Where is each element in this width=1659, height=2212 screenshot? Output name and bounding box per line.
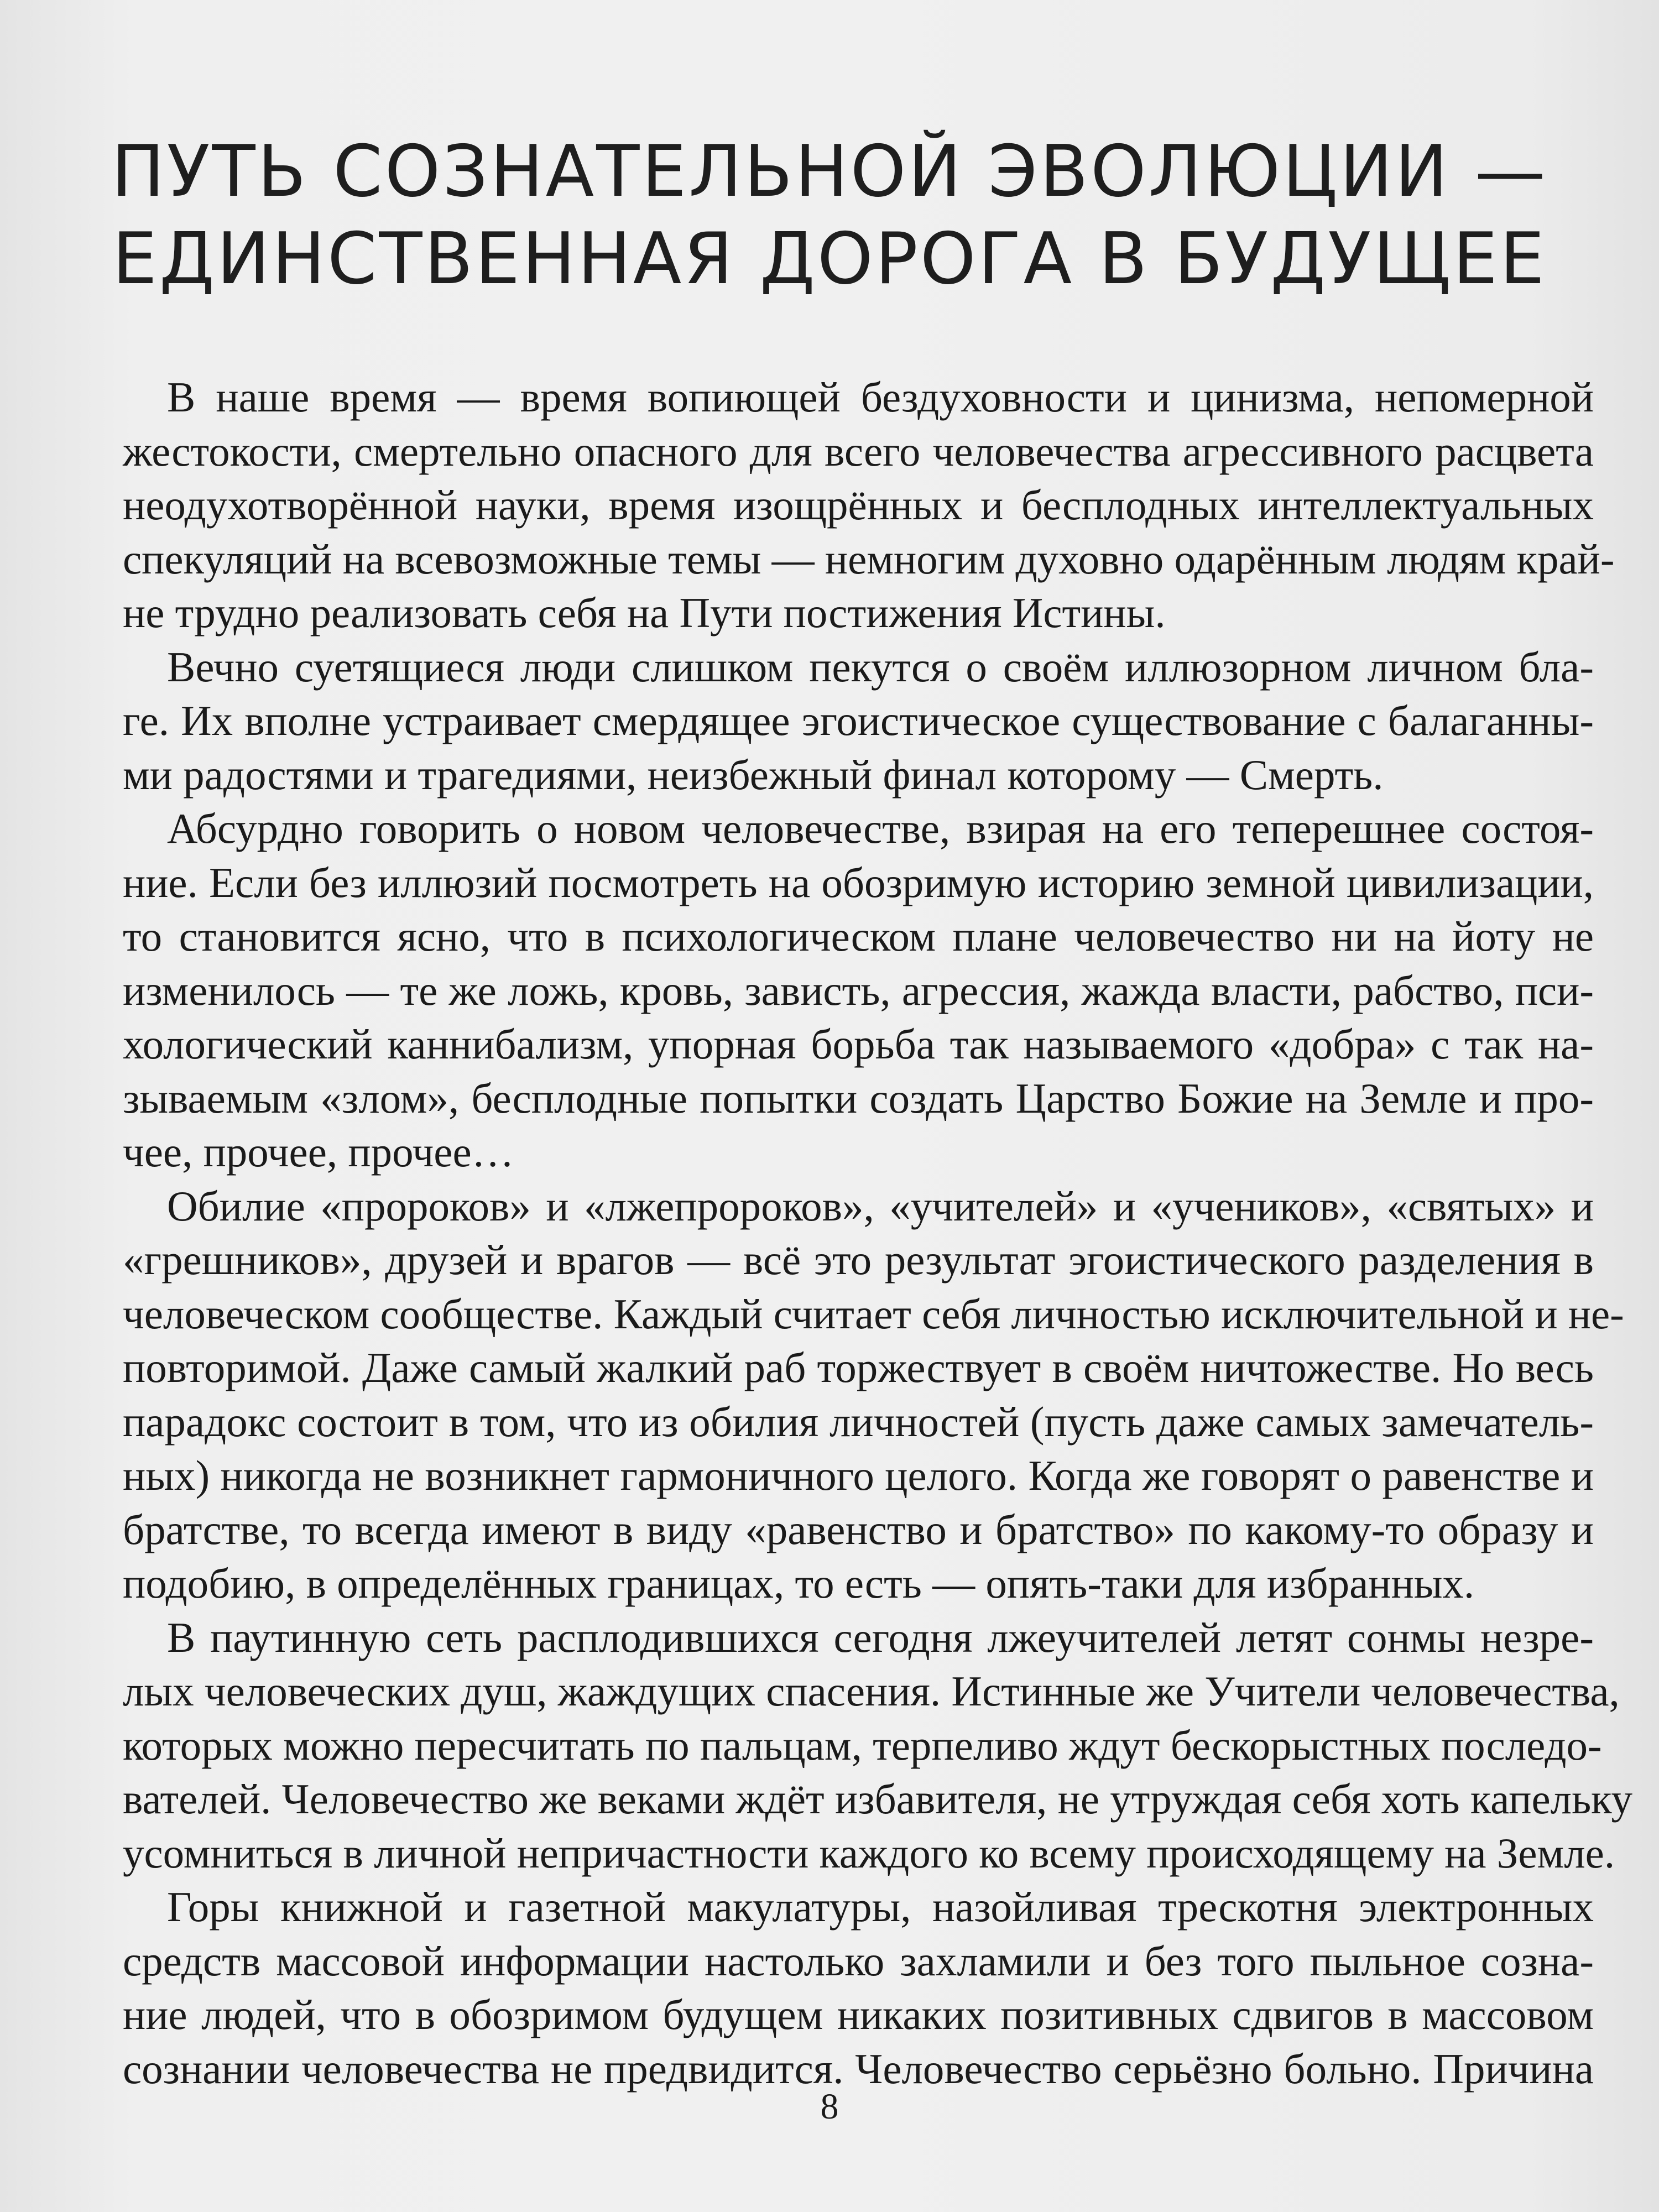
text-line: В наше время — время вопиющей бездуховности и цинизма, непомерной — [167, 373, 1594, 421]
text-line: неодухотворённой науки, время изощрённых и бесплодных интеллектуальных — [123, 481, 1594, 529]
text-line: ние людей, что в обозримом будущем никаких позитивных сдвигов в массовом — [123, 1991, 1594, 2038]
text-line: повторимой. Даже самый жалкий раб торжествует в своём ничтожестве. Но весь — [123, 1344, 1594, 1391]
text-line: которых можно пересчитать по пальцам, терпеливо ждут бескорыстных последо- — [123, 1721, 1602, 1769]
text-line: чее, прочее, прочее… — [123, 1128, 514, 1176]
text-line: ние. Если без иллюзий посмотреть на обозримую историю земной цивилизации, — [123, 858, 1594, 906]
text-line: средств массовой информации настолько захламили и без того пыльное созна- — [123, 1937, 1594, 1985]
chapter-title — [66, 128, 1593, 303]
paragraph — [123, 640, 1594, 802]
text-line: Обилие «пророков» и «лжепророков», «учителей» и «учеников», «святых» и — [167, 1182, 1594, 1230]
text-line: вателей. Человечество же веками ждёт избавителя, не утруждая себя хоть капельку — [123, 1775, 1633, 1823]
text-line: В паутинную сеть расплодившихся сегодня лжеучителей летят сонмы незре- — [167, 1613, 1594, 1661]
text-line: жестокости, смертельно опасного для всего человечества агрессивного расцвета — [123, 427, 1594, 475]
text-line: человеческом сообществе. Каждый считает себя личностью исключительной и не- — [123, 1290, 1624, 1338]
paragraph — [123, 371, 1615, 640]
text-line: лых человеческих душ, жаждущих спасения. Истинные же Учители человечества, — [123, 1667, 1620, 1715]
text-line: Абсурдно говорить о новом человечестве, взирая на его теперешнее состоя- — [167, 805, 1594, 852]
paragraph — [123, 1611, 1633, 1881]
text-line: ге. Их вполне устраивает смердящее эгоистическое существование с балаганны- — [123, 697, 1594, 744]
text-line: подобию, в определённых границах, то есть — опять-таки для избранных. — [123, 1559, 1475, 1607]
chapter-title-line-1: ПУТЬ СОЗНАТЕЛЬНОЙ ЭВОЛЮЦИИ — — [111, 131, 1548, 213]
text-line: ных) никогда не возникнет гармоничного целого. Когда же говорят о равенстве и — [123, 1452, 1594, 1499]
text-line: усомниться в личной непричастности каждого ко всему происходящему на Земле. — [123, 1829, 1615, 1877]
paragraph — [123, 1180, 1624, 1611]
body-text — [123, 371, 1633, 2096]
text-line: не трудно реализовать себя на Пути постижения Истины. — [123, 589, 1166, 637]
text-line: братстве, то всегда имеют в виду «равенство и братство» по какому-то образу и — [123, 1505, 1594, 1553]
paragraph — [123, 1880, 1594, 2096]
text-line: зываемым «злом», бесплодные попытки создать Царство Божие на Земле и про- — [123, 1074, 1594, 1122]
paragraph — [123, 802, 1594, 1180]
text-line: сознании человечества не предвидится. Человечество серьёзно больно. Причина — [123, 2044, 1594, 2093]
text-line: Вечно суетящиеся люди слишком пекутся о своём иллюзорном личном бла- — [167, 643, 1594, 691]
text-line: то становится ясно, что в психологическом плане человечество ни на йоту не — [123, 912, 1594, 960]
text-line: изменилось — те же ложь, кровь, зависть, агрессия, жажда власти, рабство, пси- — [123, 966, 1594, 1014]
text-line: парадокс состоит в том, что из обилия личностей (пусть даже самых замечатель- — [123, 1397, 1594, 1446]
chapter-title-line-2: ЕДИНСТВЕННАЯ ДОРОГА В БУДУЩЕЕ — [112, 218, 1547, 300]
page-number: 8 — [820, 2086, 839, 2127]
text-line: спекуляций на всевозможные темы — немногим духовно одарённым людям край- — [123, 535, 1615, 583]
text-line: Горы книжной и газетной макулатуры, назойливая трескотня электронных — [167, 1883, 1594, 1931]
text-line: ми радостями и трагедиями, неизбежный финал которому — Смерть. — [123, 750, 1384, 799]
text-line: «грешников», друзей и врагов — всё это результат эгоистического разделения в — [123, 1236, 1594, 1284]
text-line: хологический каннибализм, упорная борьба так называемого «добра» с так на- — [123, 1020, 1594, 1068]
